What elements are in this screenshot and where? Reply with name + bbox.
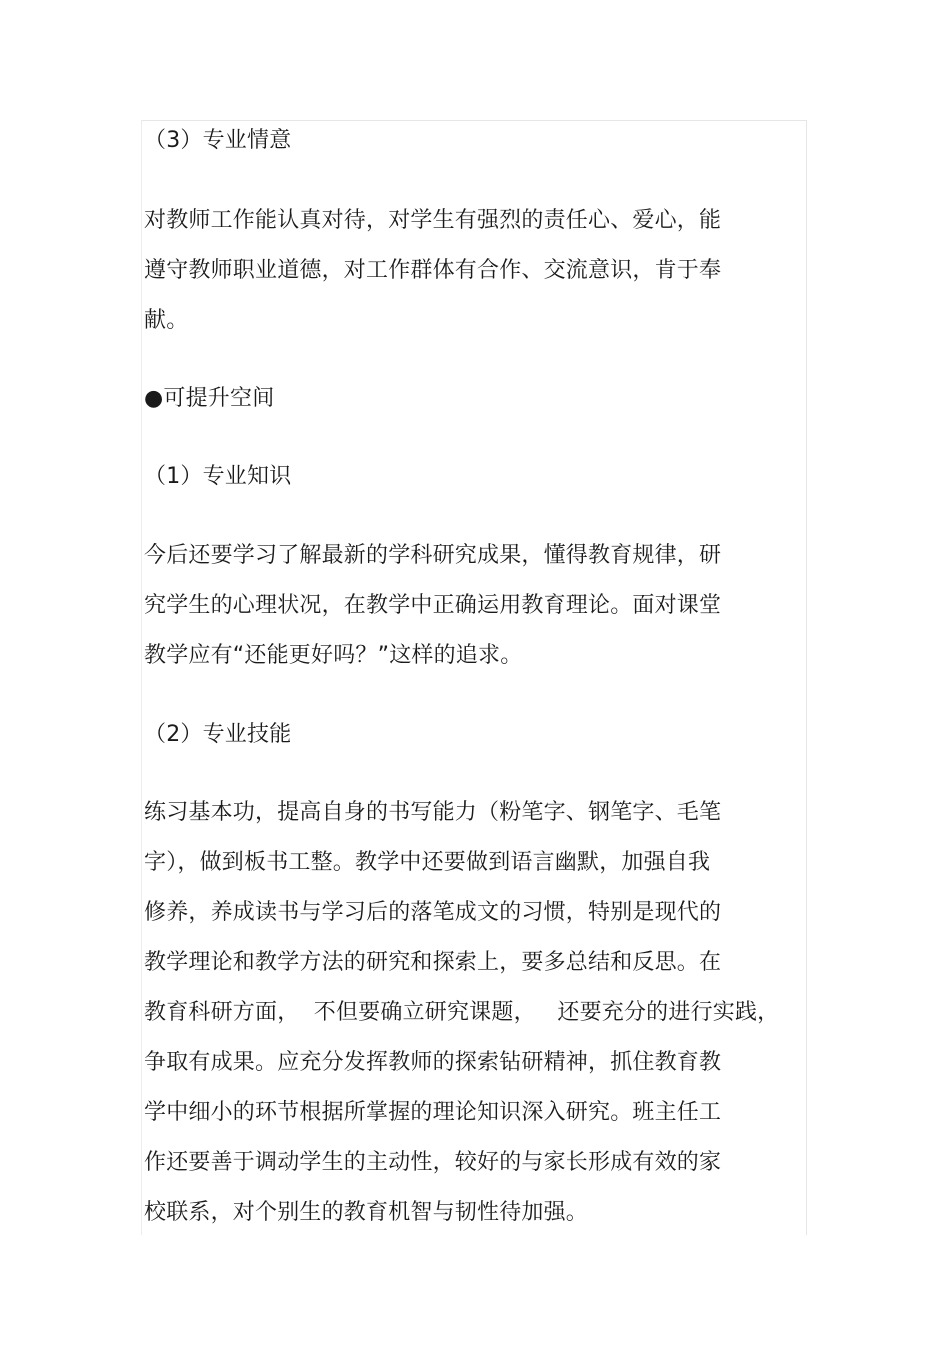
section-heading-improvement: ●可提升空间 [144,386,275,411]
paragraph-line: 作还要善于调动学生的主动性，较好的与家长形成有效的家 [144,1150,722,1175]
paragraph-line: 教学应有“还能更好吗？”这样的追求。 [144,643,523,668]
paragraph-line: 究学生的心理状况，在教学中正确运用教育理论。面对课堂 [144,593,722,618]
paragraph-line: 字），做到板书工整。教学中还要做到语言幽默，加强自我 [144,850,711,875]
paragraph-line: 教育科研方面， 不但要确立研究课题， 还要充分的进行实践， [144,1000,780,1025]
heading-professional-skills: （2）专业技能 [144,722,292,747]
paragraph-line: 校联系，对个别生的教育机智与韧性待加强。 [144,1200,589,1225]
paragraph-line: 练习基本功，提高自身的书写能力（粉笔字、钢笔字、毛笔 [144,800,722,825]
paragraph-line: 争取有成果。应充分发挥教师的探索钻研精神，抓住教育教 [144,1050,722,1075]
paragraph-line: 修养，养成读书与学习后的落笔成文的习惯，特别是现代的 [144,900,722,925]
paragraph-line: 学中细小的环节根据所掌握的理论知识深入研究。班主任工 [144,1100,722,1125]
paragraph-line: 教学理论和教学方法的研究和探索上，要多总结和反思。在 [144,950,722,975]
paragraph-line: 对教师工作能认真对待，对学生有强烈的责任心、爱心，能 [144,208,722,233]
paragraph-line: 遵守教师职业道德，对工作群体有合作、交流意识，肯于奉 [144,258,722,283]
heading-professional-knowledge: （1）专业知识 [144,464,292,489]
heading-professional-sentiment: （3）专业情意 [144,128,292,153]
paragraph-line: 今后还要学习了解最新的学科研究成果，懂得教育规律，研 [144,543,722,568]
paragraph-line: 献。 [144,308,189,333]
